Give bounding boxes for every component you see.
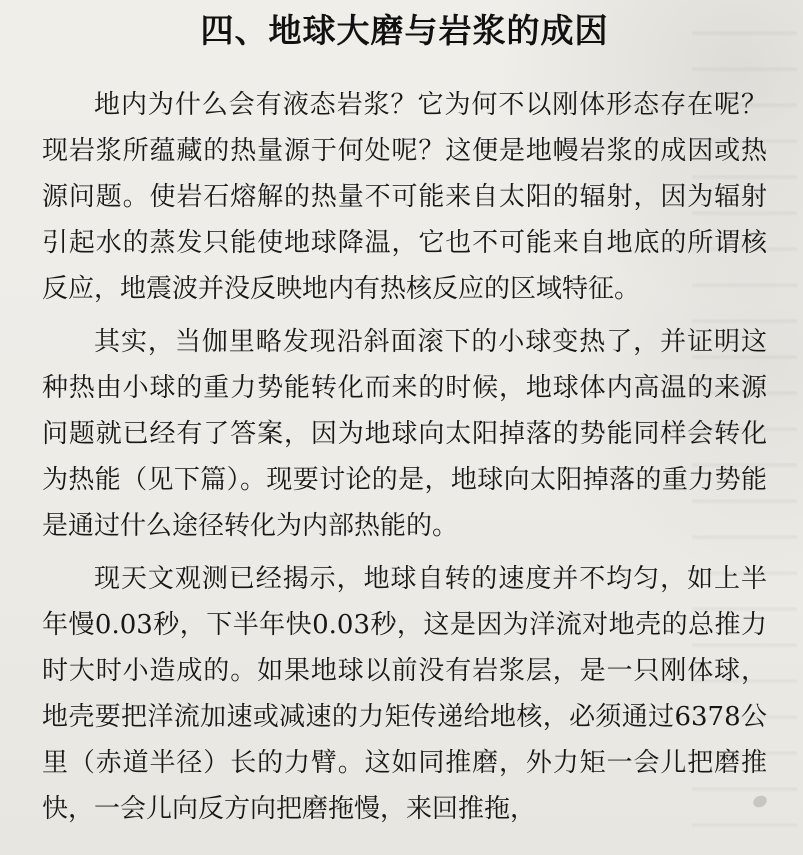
paragraph-2: 其实，当伽里略发现沿斜面滚下的小球变热了，并证明这种热由小球的重力势能转化而来的时候，地球体内高温的来源问题就已经有了答案，因为地球向太阳掉落的势能同样会转化为热能（见下篇）。现要讨论的是，地球向太阳掉落的重力势能是通过什么途径转化为内部热能的。 — [42, 327, 767, 541]
paragraph-3: 现天文观测已经揭示，地球自转的速度并不均匀，如上半年慢0.03秒，下半年快0.03秒，这是因为洋流对地壳的总推力时大时小造成的。如果地球以前没有岩浆层，是一只刚体球，地壳要把洋流加速或减速的力矩传递给地核，必须通过6378公里（赤道半径）长的力臂。这如同推磨，外力矩一会儿把磨推快，一会儿向反方向把磨拖慢，来回推拖， — [42, 564, 767, 824]
article-body — [42, 82, 767, 832]
section-title: 四、地球大磨与岩浆的成因 — [200, 11, 609, 50]
paragraph-1: 地内为什么会有液态岩浆？它为何不以刚体形态存在呢？现岩浆所蕴藏的热量源于何处呢？这便是地幔岩浆的成因或热源问题。使岩石熔解的热量不可能来自太阳的辐射，因为辐射引起水的蒸发只能使地球降温，它也不可能来自地底的所谓核反应，地震波并没反映地内有热核反应的区域特征。 — [42, 90, 767, 304]
